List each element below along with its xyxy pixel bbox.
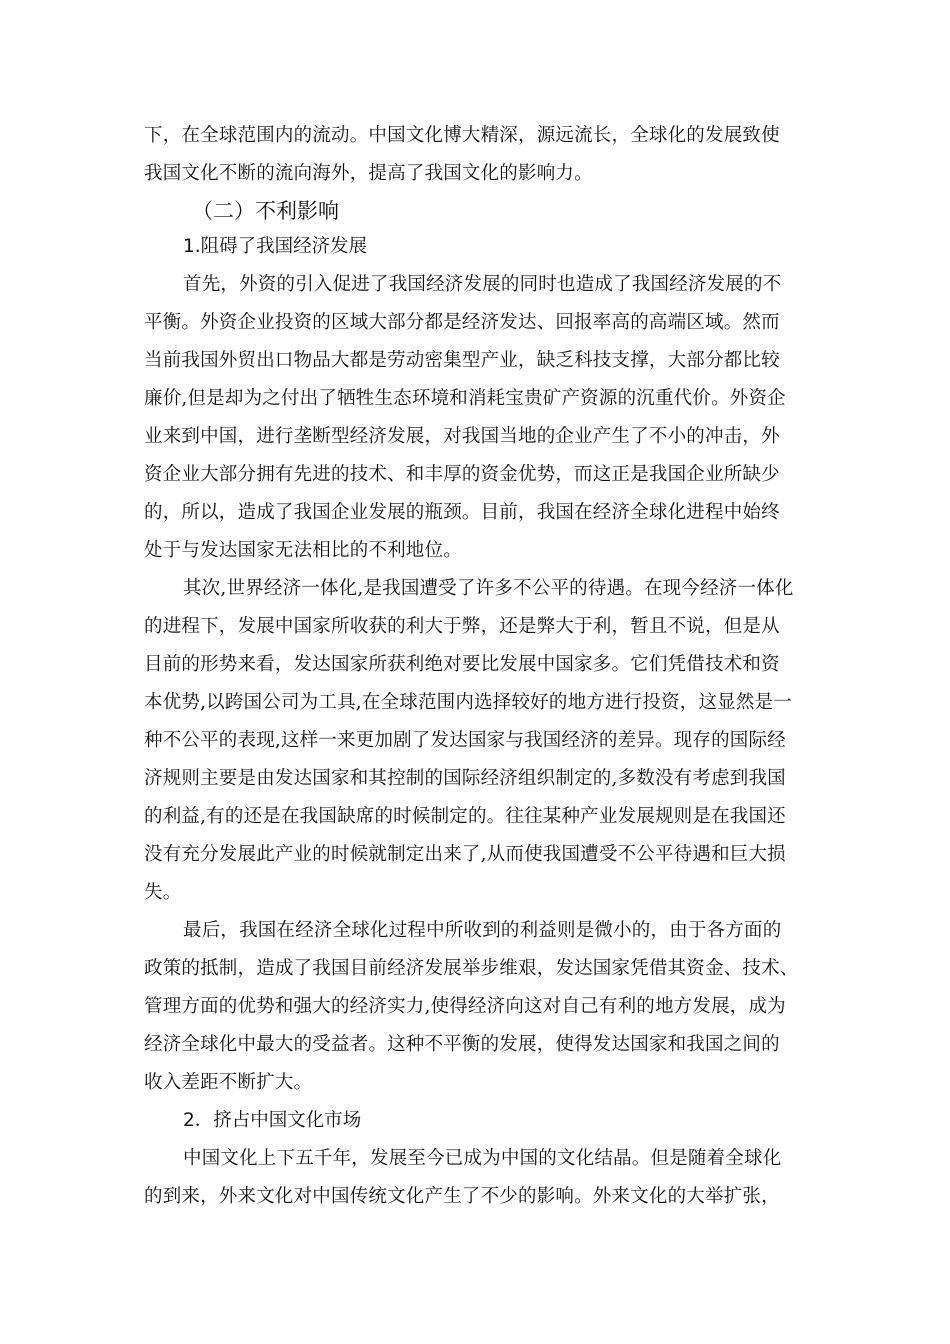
- text-line: 目前的形势来看，发达国家所获利绝对要比发展中国家多。它们凭借技术和资: [144, 654, 780, 675]
- text-line: 处于与发达国家无法相比的不利地位。: [144, 540, 462, 561]
- text-line: 的，所以，造成了我国企业发展的瓶颈。目前，我国在经济全球化进程中始终: [144, 502, 780, 523]
- text-line: 的进程下，发展中国家所收获的利大于弊，还是弊大于利，暂且不说，但是从: [144, 616, 780, 637]
- text-line: 廉价,但是却为之付出了牺牲生态环境和消耗宝贵矿产资源的沉重代价。外资企: [144, 388, 786, 409]
- subsection-heading: 1.阻碍了我国经济发展: [183, 236, 368, 257]
- text-line: 的利益,有的还是在我国缺席的时候制定的。往往某种产业发展规则是在我国还: [144, 806, 786, 827]
- text-line: 中国文化上下五千年，发展至今已成为中国的文化结晶。但是随着全球化: [183, 1148, 782, 1169]
- text-line: 首先，外资的引入促进了我国经济发展的同时也造成了我国经济发展的不: [183, 274, 782, 295]
- text-line: 政策的抵制，造成了我国目前经济发展举步维艰，发达国家凭借其资金、技术、: [144, 958, 799, 979]
- text-line: 业来到中国，进行垄断型经济发展，对我国当地的企业产生了不小的冲击，外: [144, 426, 780, 447]
- text-line: 管理方面的优势和强大的经济实力,使得经济向这对自己有利的地方发展，成为: [144, 996, 786, 1017]
- text-line: 最后，我国在经济全球化过程中所收到的利益则是微小的，由于各方面的: [183, 920, 782, 941]
- text-line: 其次,世界经济一体化,是我国遭受了许多不公平的待遇。在现今经济一体化: [183, 578, 794, 599]
- text-line: 资企业大部分拥有先进的技术、和丰厚的资金优势，而这正是我国企业所缺少: [144, 464, 780, 485]
- text-line: 平衡。外资企业投资的区域大部分都是经济发达、回报率高的高端区域。然而: [144, 312, 780, 333]
- text-line: 当前我国外贸出口物品大都是劳动密集型产业，缺乏科技支撑，大部分都比较: [144, 350, 780, 371]
- subsection-heading: 2．挤占中国文化市场: [183, 1110, 362, 1131]
- text-line: 济规则主要是由发达国家和其控制的国际经济组织制定的,多数没有考虑到我国: [144, 768, 786, 789]
- text-line: 种不公平的表现,这样一来更加剧了发达国家与我国经济的差异。现存的国际经: [144, 730, 786, 751]
- text-line: 收入差距不断扩大。: [144, 1072, 313, 1093]
- text-line: 的到来，外来文化对中国传统文化产生了不少的影响。外来文化的大举扩张，: [144, 1186, 780, 1207]
- text-line: 失。: [144, 882, 182, 903]
- text-line: 经济全球化中最大的受益者。这种不平衡的发展，使得发达国家和我国之间的: [144, 1034, 780, 1055]
- text-line: 我国文化不断的流向海外，提高了我国文化的影响力。: [144, 163, 593, 184]
- section-heading: （二）不利影响: [192, 199, 339, 223]
- text-line: 本优势,以跨国公司为工具,在全球范围内选择较好的地方进行投资，这显然是一: [144, 692, 792, 713]
- text-line: 没有充分发展此产业的时候就制定出来了,从而使我国遭受不公平待遇和巨大损: [144, 844, 786, 865]
- text-line: 下，在全球范围内的流动。中国文化博大精深，源远流长，全球化的发展致使: [144, 125, 780, 146]
